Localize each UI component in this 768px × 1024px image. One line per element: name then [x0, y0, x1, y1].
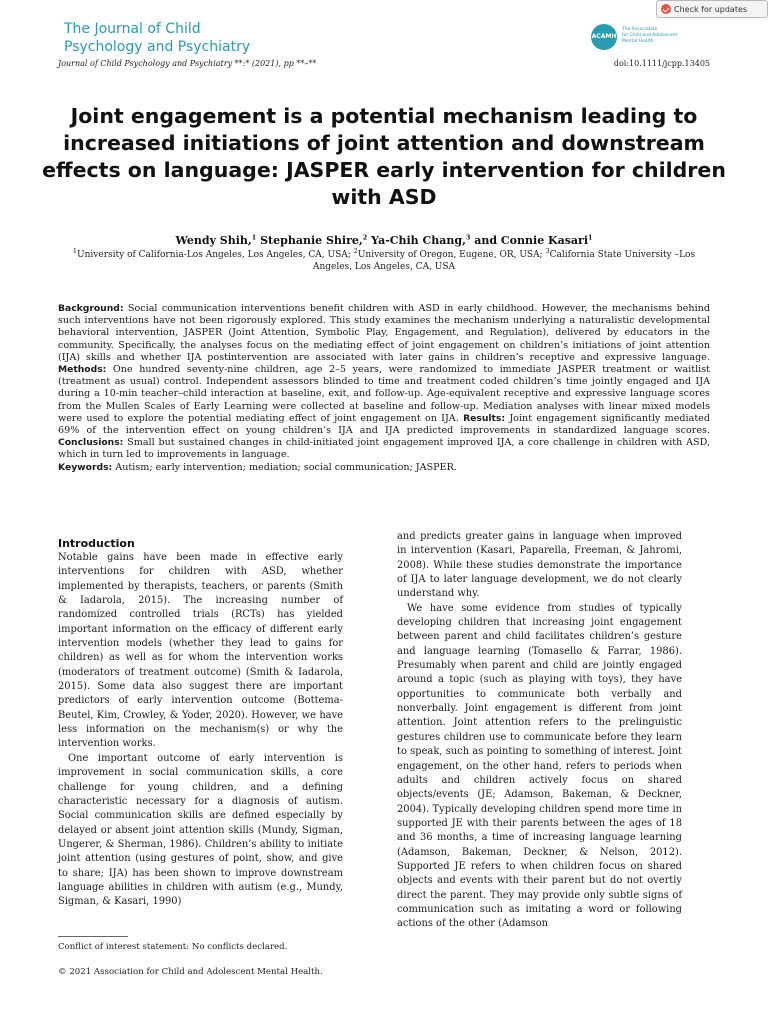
- affiliation-text: University of Oregon, Eugene, OR, USA;: [357, 250, 546, 260]
- keywords-label: Keywords:: [58, 461, 113, 473]
- author-name[interactable]: Ya-Chih Chang,: [367, 234, 466, 247]
- affiliation-mark: 3: [545, 247, 550, 255]
- keywords: Autism; early intervention; mediation; social communication; JASPER.: [112, 461, 457, 473]
- affiliation-text: University of California-Los Angeles, Los Angeles, CA, USA;: [77, 250, 354, 260]
- author-list: [40, 234, 728, 247]
- body-paragraph: and predicts greater gains in language when improved in intervention (Kasari, Paparella, Freeman, & Jahromi, 2008). While these studies demonstrate the importance of IJA to later language development, we do not clearly understand why.: [397, 531, 682, 600]
- author-name[interactable]: Stephanie Shire,: [256, 234, 363, 247]
- body-column-left: [58, 537, 343, 910]
- affiliations: [58, 249, 710, 273]
- check-for-updates-button[interactable]: [656, 0, 768, 18]
- abstract-methods-label: Methods:: [58, 364, 107, 376]
- abstract-methods: One hundred seventy-nine children, age 2–5 years, were randomized to immediate JASPER treatment or waitlist (treatment as usual) control. Independent assessors blinded to time and treatment coded children’s time jointly engaged and IJA during a 10-min teacher–child interaction at baseline, exit, and follow-up. Age-equivalent receptive and expressive language scores from the Mullen Scales of Early Learning were collected at baseline and follow-up. Mediation analyses with linear mixed models were used to explore the potential mediating effect of joint engagement on IJA.: [58, 364, 710, 424]
- author-affiliation-mark: 1: [588, 233, 593, 242]
- affiliation-mark: 2: [353, 247, 358, 255]
- conflict-of-interest-note: Conflict of interest statement: No conflicts declared.: [58, 942, 288, 952]
- body-paragraph: Notable gains have been made in effective early interventions for children with ASD, whether implemented by therapists, teachers, or parents (Smith & Iadarola, 2015). The increasing number of randomized controlled trials (RCTs) has yielded important information on the efficacy of different early intervention models (whether they lead to gains for children) as well as for whom the intervention works (moderators of treatment outcome) (Smith & Iadarola, 2015). Some data also suggest there are important predictors of early intervention outcome (Bottema-Beutel, Kim, Crowley, & Yoder, 2020). However, we have less information on the mechanism(s) or why the intervention works.: [58, 552, 343, 750]
- body-column-right: [397, 530, 682, 932]
- acamh-line: The Association: [622, 27, 658, 32]
- author-affiliation-mark: 2: [362, 233, 368, 242]
- abstract: [58, 303, 710, 474]
- author-name[interactable]: and Connie Kasari: [470, 234, 589, 247]
- author-name[interactable]: Wendy Shih,: [175, 234, 252, 247]
- body-paragraph: One important outcome of early intervention is improvement in social communication skills, a core challenge for young children, and a defining characteristic necessary for a diagnosis of autism. Social communication skills are defined especially by delayed or absent joint attention skills (Mundy, Sigman, Ungerer, & Sherman, 1986). Children’s ability to initiate joint attention (using gestures of point, show, and give to share; IJA) has been shown to improve downstream language abilities in children with autism (e.g., Mundy, Sigman, & Kasari, 1990): [58, 752, 343, 908]
- journal-citation: Journal of Child Psychology and Psychiatry **:* (2021), pp **–**: [58, 59, 317, 68]
- acamh-line: Mental Health: [622, 39, 654, 44]
- journal-name-line1: The Journal of Child: [64, 21, 201, 37]
- acamh-line: for Child and Adolescent: [622, 33, 678, 38]
- article-title: Joint engagement is a potential mechanism leading to increased initiations of joint attention and downstream effects on language: JASPER early intervention for children with ASD: [42, 104, 726, 209]
- acamh-logo: [591, 24, 701, 50]
- section-heading-introduction: Introduction: [58, 537, 135, 550]
- footnote-divider: [58, 936, 128, 937]
- affiliation-text: California State University –Los Angeles, Los Angeles, CA, USA: [312, 250, 696, 272]
- check-updates-icon: [661, 4, 671, 14]
- doi-link[interactable]: doi:10.1111/jcpp.13405: [613, 59, 710, 68]
- body-paragraph: We have some evidence from studies of typically developing children that increasing joint engagement between parent and child facilitates children’s gesture and language learning (Tomasello & Farrar, 1986). Presumably when parent and child are jointly engaged around a topic (such as playing with toys), they have opportunities to communicate both verbally and nonverbally. Joint engagement is different from joint attention. Joint attention refers to the prelinguistic gestures children use to communicate before they learn to speak, such as pointing to something of interest. Joint engagement, on the other hand, refers to periods when adults and children actively focus on shared objects/events (JE; Adamson, Bakeman, & Deckner, 2004). Typically developing children spend more time in supported JE with their parents between the ages of 18 and 36 months, a time of increasing language learning (Adamson, Bakeman, Deckner, & Nelson, 2012). Supported JE refers to when children focus on shared objects and events with their parent but do not overtly direct the parent. They may provide only subtle signs of communication such as imitating a word or following actions of the other (Adamson: [397, 602, 682, 930]
- acamh-logo-text: [622, 27, 702, 45]
- abstract-background: Social communication interventions benefit children with ASD in early childhood. However, the mechanisms behind such interventions have not been rigorously explored. This study examines the mechanism underlying a naturalistic developmental behavioral intervention, JASPER (Joint Attention, Symbolic Play, Engagement, and Regulation), delivered by educators in the community. Specifically, the analyses focus on the mediating effect of joint engagement on children’s initiations of joint attention (IJA) skills and whether IJA postintervention are associated with later gains in children’s receptive and expressive language.: [58, 303, 710, 363]
- author-affiliation-mark: 1: [251, 233, 257, 242]
- journal-name-line2: Psychology and Psychiatry: [64, 39, 251, 55]
- acamh-logo-mark: ACAMH: [591, 24, 617, 50]
- copyright-notice: © 2021 Association for Child and Adolescent Mental Health.: [58, 967, 323, 977]
- abstract-background-label: Background:: [58, 303, 124, 314]
- abstract-conclusions: Small but sustained changes in child-initiated joint engagement improved IJA, a core challenge in children with ASD, which in turn led to improvements in language.: [58, 437, 710, 461]
- check-updates-label: Check for updates: [674, 5, 748, 14]
- abstract-results: Joint engagement significantly mediated 69% of the intervention effect on young children’s IJA and IJA predicted improvements in standardized language scores.: [58, 412, 710, 437]
- author-affiliation-mark: 3: [465, 233, 471, 242]
- abstract-conclusions-label: Conclusions:: [58, 437, 124, 449]
- journal-name[interactable]: [64, 20, 250, 56]
- affiliation-mark: 1: [72, 247, 78, 255]
- abstract-results-label: Results:: [463, 412, 506, 424]
